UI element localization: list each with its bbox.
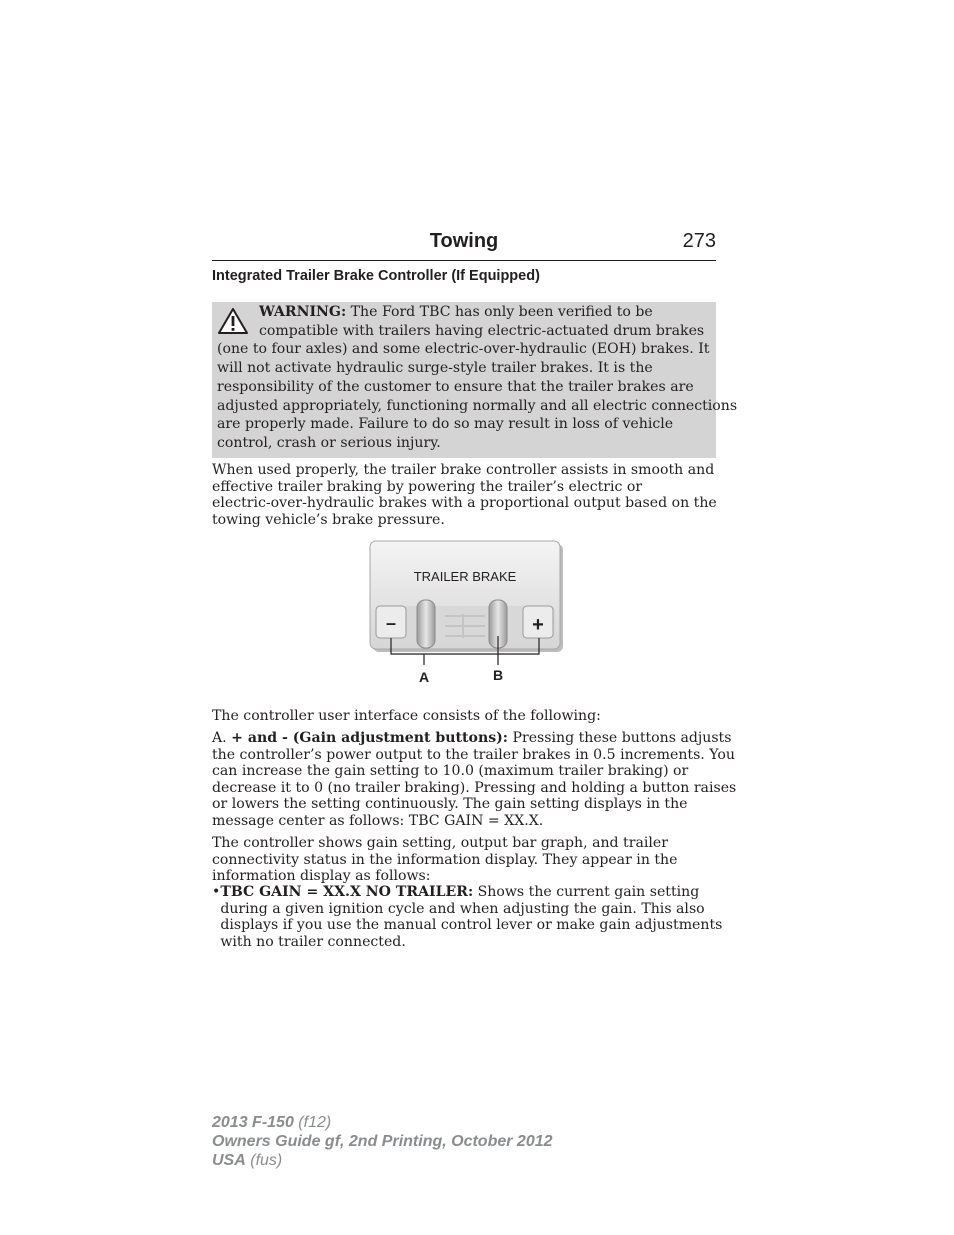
panel-label: TRAILER BRAKE [413,569,517,584]
page-number: 273 [682,230,716,252]
warning-line: adjusted appropriately, functioning normally and all electric connections [217,397,738,414]
warning-line: will not activate hydraulic surge-style trailer brakes. It is the [217,360,653,377]
list-item: • TBC GAIN = XX.X NO TRAILER: Shows the current gain setting during a given ignition cycle and when adjusting the gain. This also displays if you use the manual control lever or make gain adjustments with no trailer connected. [212,884,723,950]
warning-line: WARNING: The Ford TBC has only been verified to be [259,304,653,320]
bullet-list [212,884,723,950]
minus-icon: – [385,613,397,633]
trailer-brake-controller-figure [365,538,569,688]
display-intro-paragraph: The controller shows gain setting, output bar graph, and trailer connectivity status in the information display. They appear in the information display as follows: [212,835,678,884]
warning-triangle-icon [217,307,249,335]
section-title: Integrated Trailer Brake Controller (If Equipped) [212,268,540,284]
warning-line: (one to four axles) and some electric-over-hydraulic (EOH) brakes. It [217,341,710,358]
control-lever[interactable] [417,600,435,648]
minus-button[interactable] [376,606,406,638]
page-footer: 2013 F-150 (f12) Owners Guide gf, 2nd Printing, October 2012 USA (fus) [212,1114,553,1169]
plus-icon: + [532,614,544,636]
warning-line: are properly made. Failure to do so may result in loss of vehicle [217,416,674,433]
item-a-label: + and - (Gain adjustment buttons): [231,730,509,746]
bullet-label: TBC GAIN = XX.X NO TRAILER: [220,884,474,900]
warning-line: responsibility of the customer to ensure that the trailer brakes are [217,378,694,395]
warning-box [212,302,738,458]
callout-b: B [492,667,504,683]
intro-paragraph: When used properly, the trailer brake controller assists in smooth and effective trailer braking by powering the trailer’s electric or electric-over-hydraulic brakes with a proportional output based on the towing vehicle’s brake pressure. [212,462,717,528]
chapter-title: Towing [429,230,499,252]
warning-line: control, crash or serious injury. [217,434,441,451]
item-a-paragraph: A. + and - (Gain adjustment buttons): Pressing these buttons adjusts the controller’s power output to the trailer brakes in 0.5 increments. You can increase the gain setting to 10.0 (maximum trailer braking) or decrease it to 0 (no trailer braking). Pressing and holding a button raises or lowers the setting continuously. The gain setting displays in the message center as follows: TBC GAIN = XX.X. [212,730,737,829]
callout-a: A [418,669,430,685]
page-header [212,228,716,261]
bullet-icon: • [212,884,221,900]
ui-intro-paragraph: The controller user interface consists of the following: [212,708,601,724]
warning-label: WARNING: [259,304,347,320]
plus-button[interactable] [523,606,553,638]
warning-line: compatible with trailers having electric-actuated drum brakes [259,322,705,339]
